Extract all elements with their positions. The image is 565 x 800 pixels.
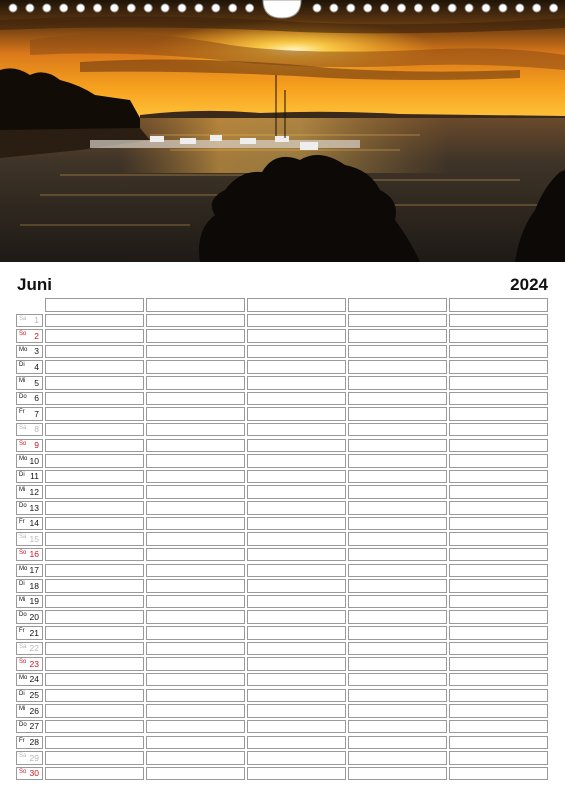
planner-entry-cell[interactable] [449, 610, 548, 624]
planner-entry-cell[interactable] [449, 376, 548, 390]
planner-entry-cell[interactable] [348, 736, 447, 750]
planner-entry-cell[interactable] [449, 736, 548, 750]
day-number: 9 [34, 440, 39, 451]
planner-entry-cell[interactable] [449, 407, 548, 421]
binding-hole [364, 4, 372, 12]
planner-entry-cell[interactable] [247, 470, 346, 484]
planner-entry-cell[interactable] [247, 564, 346, 578]
planner-entry-cell[interactable] [45, 485, 144, 499]
day-label-cell [16, 657, 43, 671]
planner-entry-cell[interactable] [146, 610, 245, 624]
planner-entry-cell[interactable] [449, 454, 548, 468]
day-number: 21 [29, 627, 39, 638]
planner-entry-cell[interactable] [449, 657, 548, 671]
day-number: 8 [34, 424, 39, 435]
planner-entry-cell[interactable] [45, 439, 144, 453]
planner-entry-cell[interactable] [247, 673, 346, 687]
day-number: 22 [29, 643, 39, 654]
weekday-label: Di [19, 581, 25, 588]
planner-entry-cell[interactable] [348, 392, 447, 406]
planner-entry-cell[interactable] [449, 360, 548, 374]
planner-entry-cell[interactable] [348, 314, 447, 328]
planner-entry-cell[interactable] [45, 392, 144, 406]
day-label-cell [16, 736, 43, 750]
planner-entry-cell[interactable] [449, 720, 548, 734]
day-label-cell [16, 392, 43, 406]
planner-entry-cell[interactable] [449, 626, 548, 640]
binding-hole [144, 4, 152, 12]
planner-entry-cell[interactable] [449, 485, 548, 499]
day-label-cell [16, 532, 43, 546]
planner-entry-cell[interactable] [146, 564, 245, 578]
binding-hole [533, 4, 541, 12]
planner-entry-cell[interactable] [45, 673, 144, 687]
weekday-label: Di [19, 471, 25, 478]
planner-entry-cell[interactable] [146, 360, 245, 374]
planner-entry-cell[interactable] [247, 751, 346, 765]
planner-entry-cell[interactable] [348, 610, 447, 624]
column-header-cell [348, 298, 447, 312]
binding-hole [9, 4, 17, 12]
day-number: 26 [29, 705, 39, 716]
planner-entry-cell[interactable] [146, 673, 245, 687]
planner-entry-cell[interactable] [348, 595, 447, 609]
planner-entry-cell[interactable] [146, 470, 245, 484]
day-number: 27 [29, 721, 39, 732]
day-number: 17 [29, 565, 39, 576]
planner-entry-cell[interactable] [348, 626, 447, 640]
day-label-cell [16, 767, 43, 781]
planner-entry-cell[interactable] [45, 548, 144, 562]
day-number: 14 [29, 518, 39, 529]
planner-entry-cell[interactable] [146, 517, 245, 531]
binding-hole [178, 4, 186, 12]
binding-hole [431, 4, 439, 12]
day-number: 25 [29, 690, 39, 701]
day-number: 13 [29, 502, 39, 513]
planner-entry-cell[interactable] [449, 579, 548, 593]
day-number: 12 [29, 486, 39, 497]
planner-entry-cell[interactable] [247, 610, 346, 624]
planner-entry-cell[interactable] [146, 736, 245, 750]
planner-entry-cell[interactable] [45, 564, 144, 578]
binding-hole [550, 4, 558, 12]
column-header-cell [146, 298, 245, 312]
day-number: 1 [34, 315, 39, 325]
planner-entry-cell[interactable] [449, 345, 548, 359]
weekday-label: Sa [19, 315, 27, 322]
planner-entry-cell[interactable] [449, 767, 548, 781]
weekday-label: So [19, 331, 27, 338]
binding-hole [110, 4, 118, 12]
binding-hole [161, 4, 169, 12]
planner-entry-cell[interactable] [45, 517, 144, 531]
weekday-label: So [19, 768, 27, 775]
binding-hole [43, 4, 51, 12]
planner-entry-cell[interactable] [449, 548, 548, 562]
weekday-label: Do [19, 612, 27, 619]
planner-entry-cell[interactable] [449, 595, 548, 609]
planner-entry-cell[interactable] [449, 751, 548, 765]
spiral-binding [0, 0, 565, 20]
planner-entry-cell[interactable] [45, 767, 144, 781]
day-number: 11 [30, 471, 39, 482]
day-label-cell [16, 517, 43, 531]
planner-entry-cell[interactable] [247, 360, 346, 374]
day-label-cell [16, 579, 43, 593]
weekday-label: Mo [19, 565, 28, 572]
planner-entry-cell[interactable] [146, 579, 245, 593]
planner-entry-cell[interactable] [348, 345, 447, 359]
day-label-cell [16, 329, 43, 343]
binding-hole [212, 4, 220, 12]
planner-entry-cell[interactable] [146, 454, 245, 468]
day-label-cell [16, 470, 43, 484]
planner-entry-cell[interactable] [146, 423, 245, 437]
planner-entry-cell[interactable] [146, 642, 245, 656]
day-number: 10 [29, 455, 39, 466]
planner-entry-cell[interactable] [247, 657, 346, 671]
planner-entry-cell[interactable] [247, 439, 346, 453]
planner-entry-cell[interactable] [247, 548, 346, 562]
weekday-label: So [19, 440, 27, 447]
planner-entry-cell[interactable] [146, 532, 245, 546]
planner-entry-cell[interactable] [146, 501, 245, 515]
planner-entry-cell[interactable] [247, 345, 346, 359]
day-number: 16 [29, 549, 39, 560]
weekday-label: Sa [19, 424, 27, 431]
planner-entry-cell[interactable] [247, 376, 346, 390]
weekday-label: Mi [19, 487, 26, 494]
planner-entry-cell[interactable] [146, 329, 245, 343]
planner-entry-cell[interactable] [146, 485, 245, 499]
day-label-cell [16, 689, 43, 703]
day-label-cell [16, 485, 43, 499]
planner-entry-cell[interactable] [45, 657, 144, 671]
planner-entry-cell[interactable] [247, 517, 346, 531]
planner-entry-cell[interactable] [247, 485, 346, 499]
weekday-label: Fr [19, 518, 25, 525]
weekday-label: Mo [19, 456, 28, 463]
weekday-label: So [19, 659, 27, 666]
planner-entry-cell[interactable] [45, 579, 144, 593]
day-number: 19 [29, 596, 39, 607]
binding-hole [347, 4, 355, 12]
day-label-cell [16, 564, 43, 578]
weekday-label: Sa [19, 534, 27, 541]
planner-entry-cell[interactable] [348, 470, 447, 484]
planner-entry-cell[interactable] [247, 579, 346, 593]
planner-entry-cell[interactable] [348, 423, 447, 437]
planner-entry-cell[interactable] [247, 407, 346, 421]
planner-entry-cell[interactable] [348, 689, 447, 703]
binding-hole [414, 4, 422, 12]
planner-entry-cell[interactable] [449, 673, 548, 687]
planner-entry-cell[interactable] [45, 720, 144, 734]
planner-entry-cell[interactable] [45, 329, 144, 343]
planner-entry-cell[interactable] [449, 689, 548, 703]
day-number: 29 [29, 752, 39, 763]
weekday-label: Mi [19, 706, 26, 713]
planner-entry-cell[interactable] [146, 720, 245, 734]
weekday-label: Di [19, 690, 25, 697]
month-title: Juni [17, 275, 52, 294]
binding-hole [313, 4, 321, 12]
planner-entry-cell[interactable] [247, 532, 346, 546]
planner-entry-cell[interactable] [449, 314, 548, 328]
binding-hole [465, 4, 473, 12]
weekday-label: Do [19, 503, 27, 510]
planner-entry-cell[interactable] [45, 314, 144, 328]
binding-hole [516, 4, 524, 12]
day-number: 30 [29, 768, 39, 779]
planner-entry-cell[interactable] [146, 345, 245, 359]
weekday-label: Mo [19, 346, 28, 353]
planner-entry-cell[interactable] [348, 501, 447, 515]
day-label-cell [16, 704, 43, 718]
planner-entry-cell[interactable] [348, 329, 447, 343]
binding-hole [330, 4, 338, 12]
day-number: 6 [34, 393, 39, 404]
planner-entry-cell[interactable] [449, 532, 548, 546]
planner-entry-cell[interactable] [45, 407, 144, 421]
day-label-cell [16, 454, 43, 468]
day-number: 23 [29, 658, 39, 669]
binding-hole [381, 4, 389, 12]
planner-entry-cell[interactable] [348, 704, 447, 718]
day-label-cell [16, 345, 43, 359]
planner-entry-cell[interactable] [348, 720, 447, 734]
planner-entry-cell[interactable] [449, 501, 548, 515]
planner-entry-cell[interactable] [348, 564, 447, 578]
planner-entry-cell[interactable] [247, 423, 346, 437]
day-label-cell [16, 642, 43, 656]
planner-entry-cell[interactable] [247, 329, 346, 343]
day-number: 20 [29, 611, 39, 622]
binding-hole [246, 4, 254, 12]
planner-entry-cell[interactable] [348, 532, 447, 546]
planner-entry-cell[interactable] [348, 642, 447, 656]
planner-entry-cell[interactable] [348, 454, 447, 468]
day-label-cell [16, 407, 43, 421]
day-label-cell [16, 439, 43, 453]
planner-entry-cell[interactable] [449, 392, 548, 406]
planner-entry-cell[interactable] [449, 642, 548, 656]
binding-hole [229, 4, 237, 12]
planner-entry-cell[interactable] [247, 392, 346, 406]
planner-entry-cell[interactable] [449, 564, 548, 578]
planner-entry-cell[interactable] [449, 423, 548, 437]
planner-entry-cell[interactable] [45, 454, 144, 468]
day-number: 15 [29, 533, 39, 544]
day-label-cell [16, 376, 43, 390]
weekday-label: Do [19, 393, 27, 400]
day-label-cell [16, 548, 43, 562]
planner-entry-cell[interactable] [45, 642, 144, 656]
planner-entry-cell[interactable] [45, 501, 144, 515]
year-title: 2024 [510, 275, 548, 294]
day-label-cell [16, 626, 43, 640]
planner-entry-cell[interactable] [146, 376, 245, 390]
planner-entry-cell[interactable] [449, 704, 548, 718]
binding-hole [60, 4, 68, 12]
planner-entry-cell[interactable] [146, 392, 245, 406]
planner-entry-cell[interactable] [348, 767, 447, 781]
planner-entry-cell[interactable] [348, 657, 447, 671]
planner-entry-cell[interactable] [45, 470, 144, 484]
planner-entry-cell[interactable] [449, 329, 548, 343]
day-label-cell [16, 751, 43, 765]
binding-hole [482, 4, 490, 12]
planner-entry-cell[interactable] [348, 376, 447, 390]
weekday-label: Mi [19, 596, 26, 603]
planner-entry-cell[interactable] [146, 704, 245, 718]
column-header-cell [45, 298, 144, 312]
planner-entry-cell[interactable] [146, 314, 245, 328]
planner-entry-cell[interactable] [146, 439, 245, 453]
day-label-cell [16, 720, 43, 734]
day-label-cell [16, 501, 43, 515]
binding-hole [499, 4, 507, 12]
day-number: 7 [34, 408, 39, 419]
day-number: 24 [29, 674, 39, 685]
weekday-label: Mo [19, 674, 28, 681]
planner-entry-cell[interactable] [45, 360, 144, 374]
binding-hole [448, 4, 456, 12]
day-label-cell [16, 595, 43, 609]
day-number: 18 [29, 580, 39, 591]
planner-entry-cell[interactable] [45, 610, 144, 624]
planner-entry-cell[interactable] [45, 751, 144, 765]
day-label-cell [16, 360, 43, 374]
planner-entry-cell[interactable] [146, 767, 245, 781]
planner-entry-cell[interactable] [449, 439, 548, 453]
planner-entry-cell[interactable] [247, 454, 346, 468]
sunset-harbor-photo [0, 0, 565, 262]
planner-entry-cell[interactable] [348, 517, 447, 531]
planner-entry-cell[interactable] [247, 720, 346, 734]
planner-entry-cell[interactable] [348, 439, 447, 453]
planner-entry-cell[interactable] [45, 626, 144, 640]
planner-entry-cell[interactable] [247, 314, 346, 328]
planner-entry-cell[interactable] [45, 345, 144, 359]
planner-entry-cell[interactable] [146, 689, 245, 703]
day-number: 3 [34, 346, 39, 357]
day-number: 4 [34, 361, 39, 372]
binding-hole [195, 4, 203, 12]
column-header-cell [247, 298, 346, 312]
planner-entry-cell[interactable] [45, 423, 144, 437]
planner-entry-cell[interactable] [146, 751, 245, 765]
day-number: 28 [29, 737, 39, 747]
planner-entry-cell[interactable] [146, 548, 245, 562]
weekday-label: Fr [19, 628, 25, 635]
planner-entry-cell[interactable] [146, 657, 245, 671]
day-number: 2 [34, 330, 39, 341]
day-label-cell [16, 673, 43, 687]
planner-entry-cell[interactable] [449, 517, 548, 531]
planner-entry-cell[interactable] [45, 532, 144, 546]
planner-entry-cell[interactable] [45, 595, 144, 609]
planner-entry-cell[interactable] [146, 595, 245, 609]
planner-entry-cell[interactable] [247, 767, 346, 781]
binding-hole [94, 4, 102, 12]
weekday-label: So [19, 549, 27, 556]
planner-entry-cell[interactable] [348, 751, 447, 765]
binding-hole [26, 4, 34, 12]
planner-entry-cell[interactable] [45, 689, 144, 703]
planner-entry-cell[interactable] [45, 736, 144, 750]
binding-hole [127, 4, 135, 12]
planner-entry-cell[interactable] [348, 548, 447, 562]
weekday-label: Do [19, 721, 27, 728]
planner-entry-cell[interactable] [247, 626, 346, 640]
day-label-cell [16, 610, 43, 624]
planner-entry-cell[interactable] [348, 407, 447, 421]
weekday-label: Fr [19, 737, 25, 744]
planner-entry-cell[interactable] [449, 470, 548, 484]
binding-hole [77, 4, 85, 12]
planner-entry-cell[interactable] [45, 704, 144, 718]
planner-entry-cell[interactable] [247, 595, 346, 609]
day-label-cell [16, 314, 43, 328]
weekday-label: Sa [19, 643, 27, 650]
weekday-label: Sa [19, 753, 27, 760]
planner-entry-cell[interactable] [348, 673, 447, 687]
planner-entry-cell[interactable] [45, 376, 144, 390]
planner-entry-cell[interactable] [247, 704, 346, 718]
day-number: 5 [34, 377, 39, 388]
planner-entry-cell[interactable] [247, 736, 346, 750]
weekday-label: Mi [19, 378, 26, 385]
planner-entry-cell[interactable] [247, 501, 346, 515]
weekday-label: Di [19, 362, 25, 369]
planner-entry-cell[interactable] [247, 642, 346, 656]
planner-entry-cell[interactable] [348, 360, 447, 374]
planner-entry-cell[interactable] [146, 626, 245, 640]
planner-entry-cell[interactable] [247, 689, 346, 703]
planner-entry-cell[interactable] [348, 485, 447, 499]
binding-hole [398, 4, 406, 12]
day-label-cell [16, 423, 43, 437]
planner-entry-cell[interactable] [146, 407, 245, 421]
column-header-cell [449, 298, 548, 312]
weekday-label: Fr [19, 409, 25, 416]
planner-entry-cell[interactable] [348, 579, 447, 593]
